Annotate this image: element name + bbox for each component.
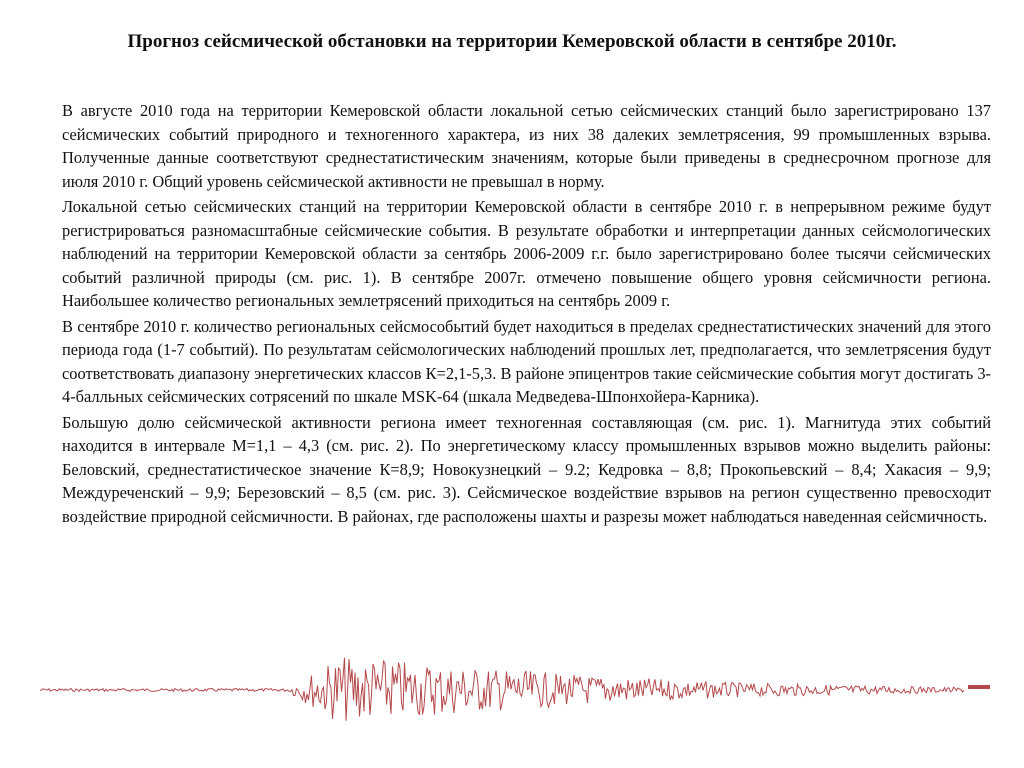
seismogram-wave-icon xyxy=(40,650,994,730)
paragraph-september-network: Локальной сетью сейсмических станций на территории Кемеровской области в сентябре 2010 г. в непрерывном режиме будут регистрироваться разномасштабные сейсмические события. В результате обработки и интерпретации данных сейсмологических наблюдений на территории Кемеровской области за сентябрь 2006-2009 г.г. было зарегистрировано более тысячи сейсмических событий различной природы (см. рис. 1). В сентябре 2007г. отмечено повышение общего уровня сейсмичности региона. Наибольшее количество региональных землетрясений приходиться на сентябрь 2009 г. xyxy=(62,197,991,310)
page-title: Прогноз сейсмической обстановки на территории Кемеровской области в сентябре 2010г. xyxy=(127,31,897,52)
paragraph-regional-events: В сентябре 2010 г. количество региональных сейсмособытий будет находиться в пределах среднестатистических значений для этого периода года (1-7 событий). По результатам сейсмологических наблюдений прошлых лет, предполагается, что землетрясения будут соответствовать диапазону энергетических классов К=2,1-5,3. В районе эпицентров такие сейсмические события могут достигать 3-4-балльных сейсмических сотрясений по шкале MSK-64 (шкала Медведева-Шпонхойера-Карника). xyxy=(62,316,991,406)
body-text xyxy=(62,99,991,530)
paragraph-august-summary: В августе 2010 года на территории Кемеровской области локальной сетью сейсмических станций было зарегистрировано 137 сейсмических событий природного и техногенного характера, из них 38 далеких землетрясения, 99 промышленных взрыва. Полученные данные соответствуют среднестатистическим значениям, которые были приведены в среднесрочном прогнозе для июля 2010 г. Общий уровень сейсмической активности не превышал в норму. xyxy=(62,101,991,191)
paragraph-technogenic: Большую долю сейсмической активности региона имеет техногенная составляющая (см. рис. 1). Магнитуда этих событий находится в интервале М=1,1 – 4,3 (см. рис. 2). По энергетическому классу промышленных взрывов можно выделить районы: Беловский, среднестатистическое значение К=8,9; Новокузнецкий – 9.2; Кедровка – 8,8; Прокопьевский – 8,4; Хакасия – 9,9; Междуреченский – 9,9; Березовский – 8,5 (см. рис. 3). Сейсмическое воздействие взрывов на регион существенно превосходит воздействие природной сейсмичности. В районах, где расположены шахты и разрезы может наблюдаться наведенная сейсмичность. xyxy=(62,412,991,526)
seismogram-decoration xyxy=(40,650,994,730)
seismogram-label-icon xyxy=(968,685,990,689)
